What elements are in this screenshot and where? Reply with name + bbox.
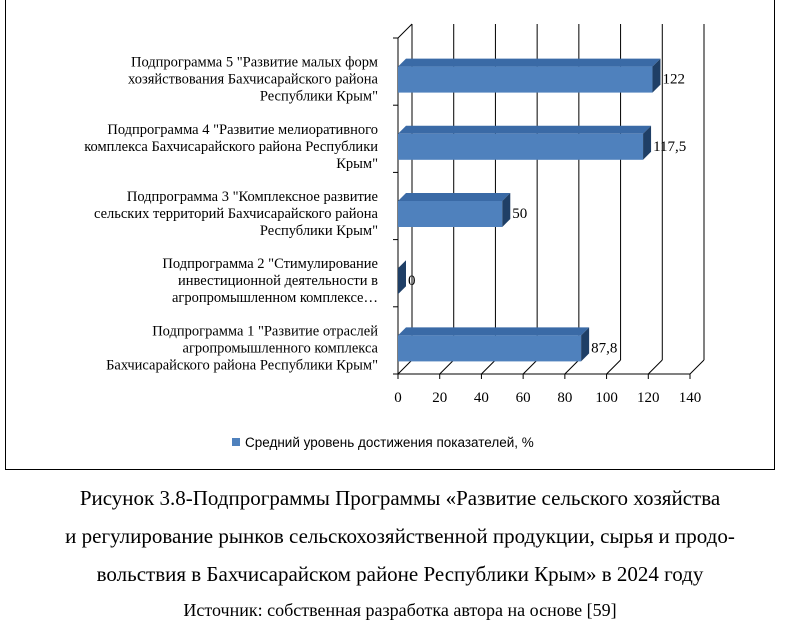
category-label: сельских территорий Бахчисарайского района: [93, 206, 378, 222]
data-label: 117,5: [653, 138, 687, 155]
category-label: Крым": [336, 155, 378, 172]
figure-source: Источник: собственная разработка автора на основе [59]: [183, 600, 617, 620]
category-label: комплекса Бахчисарайского района Республики: [84, 138, 378, 155]
x-tick-label: 40: [473, 390, 489, 406]
category-label: Подпрограмма 3 "Комплексное развитие: [126, 189, 378, 205]
bar-top-face: [398, 59, 660, 67]
category-label: Подпрограмма 4 "Развитие мелиоративного: [107, 121, 378, 138]
legend-label: Средний уровень достижения показателей, %: [245, 435, 534, 450]
data-label: 50: [512, 206, 528, 222]
data-label: 0: [408, 273, 416, 290]
category-label: Бахчисарайского района Республики Крым": [106, 357, 378, 374]
category-label: Республики Крым": [259, 223, 378, 239]
axis-left-top: [398, 24, 412, 38]
bar-side-face: [398, 260, 406, 294]
figure-caption-line-3: вольствия в Бахчисарайском районе Республики Крым» в 2024 году: [96, 562, 704, 586]
bar: [398, 201, 502, 227]
data-label: 122: [662, 71, 685, 88]
x-tick-label: 140: [678, 390, 702, 406]
bar: [398, 335, 581, 361]
bar: [398, 134, 643, 160]
x-tick-label: 0: [394, 390, 402, 406]
x-tick-label: 20: [432, 390, 448, 406]
category-label: Подпрограмма 2 "Стимулирование: [162, 256, 378, 273]
category-label: Республики Крым": [259, 88, 378, 105]
category-label: агропромышленном комплексе…: [171, 290, 378, 307]
floor-gridline: [690, 360, 704, 374]
floor-gridline: [481, 360, 495, 374]
figure-caption-line-2: и регулирование рынков сельскохозяйственной продукции, сырья и продо-: [65, 524, 735, 548]
x-tick-label: 100: [595, 390, 618, 406]
category-label: агропромышленного комплекса: [182, 340, 378, 357]
bar: [398, 67, 652, 93]
x-tick-label: 120: [637, 390, 660, 406]
x-tick-label: 80: [557, 390, 573, 406]
figure-caption-line-1: Рисунок 3.8-Подпрограммы Программы «Развитие сельского хозяйства: [79, 486, 721, 510]
bar-top-face: [398, 126, 651, 134]
floor-gridline: [607, 360, 621, 374]
floor-gridline: [648, 360, 662, 374]
bar-top-face: [398, 327, 589, 335]
floor-gridline: [440, 360, 454, 374]
data-label: 87,8: [591, 340, 618, 357]
category-label: Подпрограмма 1 "Развитие отраслей: [152, 323, 378, 340]
legend-swatch: [232, 438, 240, 446]
bar-top-face: [398, 193, 510, 201]
category-label: инвестиционной деятельности в: [177, 273, 378, 290]
floor-gridline: [565, 360, 579, 374]
floor-gridline: [523, 360, 537, 374]
x-tick-label: 60: [515, 390, 531, 406]
category-label: Подпрограмма 5 "Развитие малых форм: [130, 54, 378, 71]
floor-gridline: [398, 360, 412, 374]
category-label: хозяйствования Бахчисарайского района: [128, 71, 378, 88]
